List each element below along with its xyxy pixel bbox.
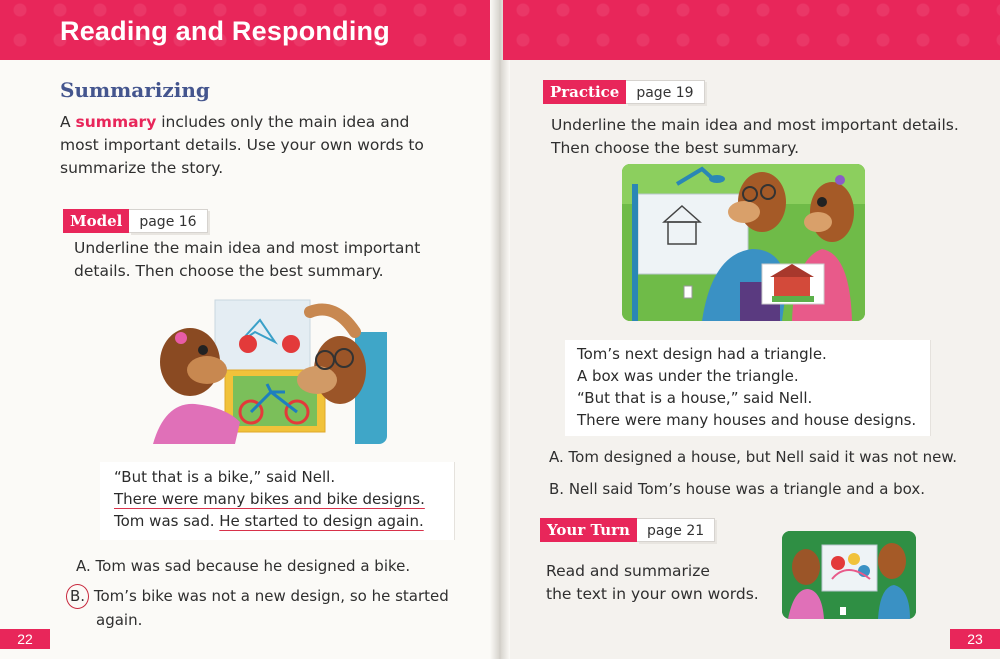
practice-story-excerpt: [565, 340, 931, 436]
practice-instruction-line1: Underline the main idea and most important details.: [551, 116, 959, 134]
practice-tag: [543, 80, 705, 104]
book-gutter: [490, 0, 510, 659]
left-header-band: [0, 0, 497, 60]
your-turn-tag: [540, 518, 715, 542]
left-page-number: 22: [0, 629, 50, 649]
practice-label: Practice: [543, 80, 626, 104]
practice-excerpt-line2: A box was under the triangle.: [577, 367, 799, 385]
practice-option-a: A. Tom designed a house, but Nell said it was not new.: [549, 448, 957, 466]
practice-option-b: B. Nell said Tom’s house was a triangle and a box.: [549, 480, 926, 498]
your-turn-line2: the text in your own words.: [546, 585, 759, 603]
option-b-line1: Tom’s bike was not a new design, so he started: [93, 587, 449, 605]
model-tag: [63, 209, 208, 233]
practice-instruction-line2: Then choose the best summary.: [551, 139, 800, 157]
summary-keyword: summary: [75, 113, 157, 131]
practice-excerpt-line3: “But that is a house,” said Nell.: [577, 389, 813, 407]
dogs-painting-illustration: [782, 531, 916, 619]
option-b-line2: again.: [96, 611, 143, 629]
practice-excerpt-line1: Tom’s next design had a triangle.: [577, 345, 827, 363]
excerpt-line3: [114, 510, 454, 532]
model-option-a: A. Tom was sad because he designed a bike.: [76, 557, 411, 575]
model-page-ref: page 16: [129, 209, 207, 233]
practice-excerpt-line4: There were many houses and house designs.: [577, 411, 917, 429]
model-label: Model: [63, 209, 129, 233]
model-illustration: [145, 292, 387, 444]
model-instruction: [74, 237, 474, 283]
page-header-title: Reading and Responding: [60, 16, 390, 46]
right-page-number: 23: [950, 629, 1000, 649]
model-story-excerpt: [100, 462, 455, 540]
practice-illustration: [622, 164, 865, 321]
right-header-band: [503, 0, 1000, 60]
excerpt-line3-underlined: He started to design again.: [219, 512, 424, 530]
excerpt-line1: “But that is a bike,” said Nell.: [114, 468, 336, 486]
intro-paragraph: [60, 111, 460, 180]
your-turn-illustration: [782, 531, 916, 619]
excerpt-line2-underlined: There were many bikes and bike designs.: [114, 490, 425, 508]
model-instruction-line2: details. Then choose the best summary.: [74, 262, 384, 280]
intro-line2: most important details. Use your own words to: [60, 136, 424, 154]
intro-prefix: A: [60, 113, 76, 131]
dogs-bike-illustration: [145, 292, 387, 444]
your-turn-label: Your Turn: [540, 518, 637, 542]
dogs-house-illustration: [622, 164, 865, 321]
model-instruction-line1: Underline the main idea and most important: [74, 239, 421, 257]
your-turn-instruction: [546, 560, 776, 606]
practice-page-ref: page 19: [626, 80, 704, 104]
excerpt-line3-plain: Tom was sad.: [114, 512, 220, 530]
intro-line3: summarize the story.: [60, 159, 224, 177]
your-turn-page-ref: page 21: [637, 518, 715, 542]
model-option-b: [70, 584, 470, 632]
option-b-circled-letter: B.: [66, 584, 89, 609]
intro-line1-rest: includes only the main idea and: [156, 113, 410, 131]
your-turn-line1: Read and summarize: [546, 562, 710, 580]
section-title: Summarizing: [60, 78, 210, 102]
practice-instruction: [551, 114, 991, 160]
